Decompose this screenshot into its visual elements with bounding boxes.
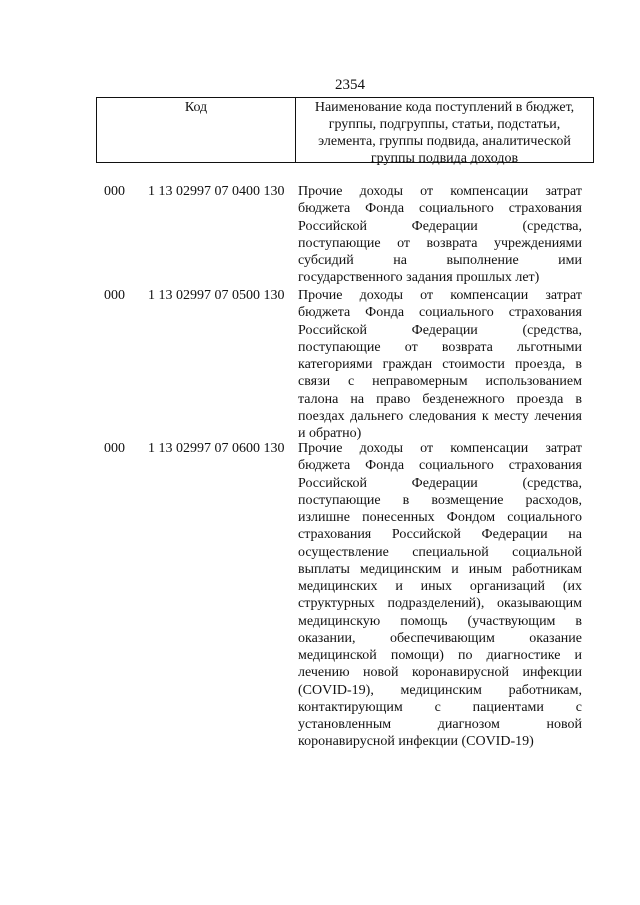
table-row <box>104 287 594 442</box>
description-line: Прочие доходы от компенсации затрат <box>298 288 582 303</box>
description-line: контактирующим с пациентами с <box>298 699 582 715</box>
revenue-description <box>298 183 582 287</box>
table-row <box>104 183 594 287</box>
description-line: излишне понесенных Фондом социального <box>298 510 582 525</box>
description-line: осуществление специальной социальной <box>298 544 582 560</box>
description-line: Российской Федерации (средства, <box>298 475 582 491</box>
description-line: талона на право безденежного проезда в <box>298 391 582 407</box>
revenue-code: 1 13 02997 07 0500 130 <box>148 288 285 303</box>
description-line: оказании, обеспечивающим оказание <box>298 630 582 646</box>
admin-code: 000 <box>104 441 125 456</box>
description-line: поступающие от возврата учреждениями <box>298 235 582 251</box>
revenue-code: 1 13 02997 07 0400 130 <box>148 184 285 199</box>
header-name-label: Наименование кода поступлений в бюджет, группы, подгруппы, статьи, подстатьи, элемента, группы подвида, аналитической группы подвида доходов <box>314 100 575 166</box>
description-line: медицинскую помощь (участвующим в <box>298 613 582 629</box>
description-line: медицинских и иных организаций (их <box>298 579 582 594</box>
admin-code: 000 <box>104 184 125 199</box>
description-line: лечению новой коронавирусной инфекции <box>298 665 582 681</box>
description-line: и обратно) <box>298 426 362 441</box>
description-line: выплаты медицинским и иным работникам <box>298 561 582 577</box>
description-line: бюджета Фонда социального страхования <box>298 458 582 474</box>
description-line: Прочие доходы от компенсации затрат <box>298 441 582 456</box>
revenue-description <box>298 287 582 442</box>
description-line: субсидий на выполнение ими <box>298 253 582 268</box>
revenue-description <box>298 440 582 751</box>
description-line: (COVID-19), медицинским работникам, <box>298 682 582 698</box>
description-line: страхования Российской Федерации на <box>298 527 582 543</box>
table-row <box>104 440 594 751</box>
table-header <box>96 97 594 166</box>
description-line: Прочие доходы от компенсации затрат <box>298 184 582 199</box>
description-line: медицинской помощи) по диагностике и <box>298 648 582 663</box>
description-line: государственного задания прошлых лет) <box>298 270 540 286</box>
description-line: коронавирусной инфекции (COVID-19) <box>298 734 534 750</box>
description-line: установленным диагнозом новой <box>298 717 582 732</box>
description-line: структурных подразделений), оказывающим <box>298 596 582 612</box>
description-line: связи с неправомерным использованием <box>298 374 582 390</box>
header-code-label: Код <box>97 98 296 162</box>
description-line: поступающие в возмещение расходов, <box>298 492 582 508</box>
description-line: категориями граждан стоимости проезда, в <box>298 357 582 372</box>
admin-code: 000 <box>104 288 125 303</box>
description-line: бюджета Фонда социального страхования <box>298 305 582 321</box>
revenue-code: 1 13 02997 07 0600 130 <box>148 441 285 456</box>
description-line: бюджета Фонда социального страхования <box>298 201 582 217</box>
page-number: 2354 <box>335 77 365 93</box>
description-line: Российской Федерации (средства, <box>298 322 582 338</box>
description-line: Российской Федерации (средства, <box>298 218 582 234</box>
description-line: поступающие от возврата льготными <box>298 339 582 355</box>
description-line: поездах дальнего следования к месту лечения <box>298 408 582 424</box>
